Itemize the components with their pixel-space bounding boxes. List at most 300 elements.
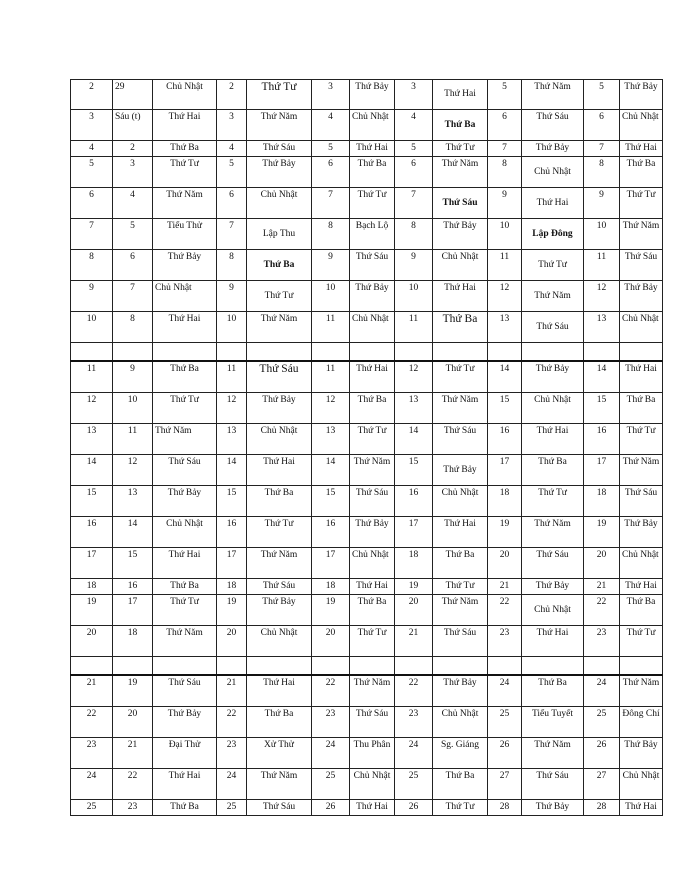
table-cell: 21 <box>584 579 620 595</box>
table-cell: 14 <box>71 455 113 486</box>
empty-cell <box>217 343 247 362</box>
table-cell: Thứ Tư <box>350 188 395 219</box>
table-cell: Thứ Năm <box>153 424 217 455</box>
table-cell: Thứ Hai <box>153 548 217 579</box>
table-cell: 24 <box>217 769 247 800</box>
table-cell: 13 <box>217 424 247 455</box>
table-row <box>71 157 663 188</box>
table-cell: 16 <box>395 486 433 517</box>
table-cell: 10 <box>584 219 620 250</box>
table-row <box>71 738 663 769</box>
table-cell: Chủ Nhật <box>153 281 217 312</box>
table-cell: 21 <box>395 626 433 657</box>
table-cell: Thứ Tư <box>153 393 217 424</box>
table-cell: Thứ Bảy <box>522 579 584 595</box>
table-cell: 13 <box>71 424 113 455</box>
table-cell: Thứ Năm <box>433 393 488 424</box>
table-cell: 19 <box>217 595 247 626</box>
table-cell: Thứ Ba <box>247 707 312 738</box>
table-cell: 12 <box>312 393 350 424</box>
table-cell: 17 <box>217 548 247 579</box>
table-cell: Thứ Ba <box>620 157 663 188</box>
table-cell: Chủ Nhật <box>620 312 663 343</box>
table-cell: Thứ Năm <box>522 517 584 548</box>
table-cell: 29 <box>113 80 153 110</box>
table-row <box>71 595 663 626</box>
table-cell: Thứ Bảy <box>350 517 395 548</box>
table-cell: Tiểu Thử <box>153 219 217 250</box>
table-cell: 13 <box>113 486 153 517</box>
table-cell: 16 <box>488 424 522 455</box>
table-cell: Thứ Hai <box>153 769 217 800</box>
table-cell: Thứ Bảy <box>433 675 488 707</box>
table-cell: Sg. Giáng <box>433 738 488 769</box>
calendar-body <box>71 80 663 816</box>
table-cell: Thứ Hai <box>247 675 312 707</box>
table-cell: 24 <box>312 738 350 769</box>
table-cell: 8 <box>217 250 247 281</box>
table-cell: Chủ Nhật <box>350 769 395 800</box>
table-cell: Thứ Năm <box>433 157 488 188</box>
empty-cell <box>71 657 113 676</box>
table-cell: 10 <box>395 281 433 312</box>
empty-cell <box>312 343 350 362</box>
table-cell: Thứ Năm <box>247 548 312 579</box>
table-cell: Thứ Bảy <box>247 157 312 188</box>
table-cell: Thứ Năm <box>522 80 584 110</box>
table-cell: 12 <box>584 281 620 312</box>
table-cell: 22 <box>395 675 433 707</box>
table-cell: 7 <box>113 281 153 312</box>
table-cell: 7 <box>71 219 113 250</box>
table-cell: 4 <box>217 141 247 157</box>
table-cell: Thứ Sáu <box>522 110 584 141</box>
table-cell: 17 <box>395 517 433 548</box>
table-cell: Chủ Nhật <box>433 486 488 517</box>
table-cell: Thứ Ba <box>620 595 663 626</box>
table-cell: Thứ Sáu <box>350 707 395 738</box>
table-cell: 25 <box>217 800 247 816</box>
table-cell: Thứ Bảy <box>522 361 584 393</box>
table-cell: Thứ Năm <box>247 769 312 800</box>
table-cell: Thứ Tư <box>522 250 584 281</box>
table-cell: 13 <box>584 312 620 343</box>
table-cell: Thứ Ba <box>522 675 584 707</box>
table-cell: 26 <box>584 738 620 769</box>
table-cell: Thứ Hai <box>433 80 488 110</box>
table-cell: Thứ Bảy <box>350 281 395 312</box>
table-cell: Thứ Sáu <box>350 250 395 281</box>
table-cell: 14 <box>217 455 247 486</box>
table-cell: Thứ Tư <box>247 517 312 548</box>
table-row <box>71 80 663 110</box>
table-cell: 20 <box>488 548 522 579</box>
table-cell: Thứ Bảy <box>247 595 312 626</box>
table-cell: Chủ Nhật <box>433 250 488 281</box>
table-cell: Thứ Tư <box>620 188 663 219</box>
table-cell: Thứ Ba <box>350 595 395 626</box>
table-cell: Đại Thử <box>153 738 217 769</box>
table-cell: Chủ Nhật <box>620 548 663 579</box>
table-cell: 2 <box>71 80 113 110</box>
table-row <box>71 707 663 738</box>
table-cell: Thứ Hai <box>350 579 395 595</box>
table-cell: Thứ Sáu <box>620 486 663 517</box>
table-cell: Tiểu Tuyết <box>522 707 584 738</box>
table-cell: 6 <box>395 157 433 188</box>
table-cell: Thứ Bảy <box>433 219 488 250</box>
table-cell: Thứ Năm <box>350 675 395 707</box>
table-cell: 18 <box>584 486 620 517</box>
table-cell: 3 <box>217 110 247 141</box>
table-cell: Thứ Tư <box>433 141 488 157</box>
table-cell: Thứ Tư <box>350 626 395 657</box>
empty-cell <box>488 343 522 362</box>
table-cell: 9 <box>217 281 247 312</box>
table-cell: Thứ Hai <box>522 424 584 455</box>
table-cell: 18 <box>113 626 153 657</box>
table-cell: Xử Thử <box>247 738 312 769</box>
table-cell: 22 <box>312 675 350 707</box>
table-cell: 11 <box>395 312 433 343</box>
table-cell: 5 <box>71 157 113 188</box>
table-cell: 11 <box>312 361 350 393</box>
table-cell: 25 <box>395 769 433 800</box>
table-cell: 18 <box>312 579 350 595</box>
table-cell: 8 <box>71 250 113 281</box>
table-cell: 17 <box>312 548 350 579</box>
table-cell: 7 <box>488 141 522 157</box>
table-cell: 9 <box>113 361 153 393</box>
table-cell: Thứ Tư <box>522 486 584 517</box>
table-cell: 8 <box>488 157 522 188</box>
table-cell: 15 <box>584 393 620 424</box>
table-cell: Thứ Tư <box>433 800 488 816</box>
table-cell: Thứ Năm <box>247 110 312 141</box>
table-cell: 9 <box>312 250 350 281</box>
table-cell: 12 <box>395 361 433 393</box>
table-cell: 11 <box>217 361 247 393</box>
table-cell: 10 <box>217 312 247 343</box>
table-cell: 20 <box>113 707 153 738</box>
table-row <box>71 626 663 657</box>
table-cell: 16 <box>71 517 113 548</box>
empty-cell <box>153 343 217 362</box>
table-cell: Thứ Sáu <box>247 579 312 595</box>
table-cell: Thứ Năm <box>620 455 663 486</box>
table-cell: 27 <box>488 769 522 800</box>
table-cell: 24 <box>488 675 522 707</box>
table-cell: 16 <box>113 579 153 595</box>
table-cell: 6 <box>113 250 153 281</box>
table-cell: 4 <box>113 188 153 219</box>
table-row <box>71 361 663 393</box>
table-cell: Thứ Năm <box>433 595 488 626</box>
table-row <box>71 517 663 548</box>
table-cell: 3 <box>395 80 433 110</box>
table-cell: 19 <box>113 675 153 707</box>
empty-cell <box>395 657 433 676</box>
table-cell: 4 <box>312 110 350 141</box>
table-row <box>71 250 663 281</box>
table-cell: 19 <box>71 595 113 626</box>
table-cell: 24 <box>395 738 433 769</box>
table-cell: Thứ Tư <box>620 424 663 455</box>
table-cell: 5 <box>312 141 350 157</box>
table-cell: 27 <box>584 769 620 800</box>
table-cell: 16 <box>584 424 620 455</box>
table-cell: Thứ Tư <box>433 361 488 393</box>
table-cell: Đông Chí <box>620 707 663 738</box>
table-cell: 6 <box>584 110 620 141</box>
table-cell: Thứ Ba <box>153 800 217 816</box>
blank-row <box>71 657 663 676</box>
table-cell: 23 <box>488 626 522 657</box>
table-cell: 26 <box>488 738 522 769</box>
table-cell: Thứ Ba <box>350 157 395 188</box>
table-cell: 6 <box>488 110 522 141</box>
table-cell: Thứ Hai <box>522 626 584 657</box>
table-cell: Thứ Hai <box>433 517 488 548</box>
table-cell: 22 <box>488 595 522 626</box>
table-cell: 21 <box>488 579 522 595</box>
table-cell: 20 <box>395 595 433 626</box>
table-cell: 15 <box>488 393 522 424</box>
table-row <box>71 769 663 800</box>
table-cell: Thứ Ba <box>433 110 488 141</box>
table-cell: 18 <box>488 486 522 517</box>
table-cell: Thứ Sáu <box>433 626 488 657</box>
table-cell: 18 <box>395 548 433 579</box>
table-row <box>71 800 663 816</box>
table-cell: Thu Phân <box>350 738 395 769</box>
table-cell: 15 <box>217 486 247 517</box>
table-row <box>71 486 663 517</box>
table-cell: 14 <box>395 424 433 455</box>
table-cell: Thứ Sáu <box>433 188 488 219</box>
table-cell: 4 <box>395 110 433 141</box>
table-cell: 17 <box>113 595 153 626</box>
table-cell: Lập Đông <box>522 219 584 250</box>
table-cell: 7 <box>395 188 433 219</box>
table-cell: 23 <box>217 738 247 769</box>
table-cell: 9 <box>395 250 433 281</box>
table-cell: 22 <box>584 595 620 626</box>
table-cell: 12 <box>217 393 247 424</box>
empty-cell <box>113 657 153 676</box>
table-cell: 10 <box>71 312 113 343</box>
table-cell: Thứ Ba <box>247 250 312 281</box>
table-cell: Thứ Hai <box>433 281 488 312</box>
table-cell: Chủ Nhật <box>350 312 395 343</box>
table-cell: 16 <box>312 517 350 548</box>
empty-cell <box>488 657 522 676</box>
table-cell: Chủ Nhật <box>247 626 312 657</box>
table-cell: 21 <box>217 675 247 707</box>
table-cell: Thứ Năm <box>350 455 395 486</box>
table-cell: Thứ Năm <box>153 188 217 219</box>
table-cell: 11 <box>312 312 350 343</box>
table-cell: 12 <box>113 455 153 486</box>
table-row <box>71 455 663 486</box>
table-cell: Chủ Nhật <box>522 595 584 626</box>
table-cell: Thứ Năm <box>522 281 584 312</box>
table-cell: 19 <box>584 517 620 548</box>
table-cell: Thứ Bảy <box>153 486 217 517</box>
table-cell: Thứ Sáu <box>522 769 584 800</box>
table-cell: 26 <box>395 800 433 816</box>
table-cell: 3 <box>113 157 153 188</box>
table-row <box>71 393 663 424</box>
table-row <box>71 579 663 595</box>
table-cell: Thứ Tư <box>153 595 217 626</box>
table-cell: 22 <box>217 707 247 738</box>
table-cell: 23 <box>71 738 113 769</box>
table-cell: 21 <box>113 738 153 769</box>
table-cell: 23 <box>584 626 620 657</box>
table-cell: Thứ Hai <box>153 110 217 141</box>
table-row <box>71 219 663 250</box>
empty-cell <box>153 657 217 676</box>
table-cell: 10 <box>113 393 153 424</box>
empty-cell <box>433 657 488 676</box>
table-row <box>71 675 663 707</box>
table-cell: 12 <box>488 281 522 312</box>
table-cell: 28 <box>488 800 522 816</box>
table-cell: 15 <box>113 548 153 579</box>
empty-cell <box>217 657 247 676</box>
table-cell: 7 <box>217 219 247 250</box>
table-cell: Thứ Sáu <box>153 675 217 707</box>
table-cell: Thứ Ba <box>433 769 488 800</box>
table-cell: 14 <box>584 361 620 393</box>
table-cell: 10 <box>312 281 350 312</box>
table-cell: 26 <box>312 800 350 816</box>
table-cell: Thứ Bảy <box>153 250 217 281</box>
table-cell: Thứ Năm <box>620 675 663 707</box>
table-cell: Chủ Nhật <box>620 769 663 800</box>
table-cell: 11 <box>113 424 153 455</box>
table-cell: 19 <box>395 579 433 595</box>
table-cell: Thứ Bảy <box>620 517 663 548</box>
table-cell: 10 <box>488 219 522 250</box>
table-cell: Thứ Sáu <box>350 486 395 517</box>
table-cell: 7 <box>584 141 620 157</box>
table-row <box>71 312 663 343</box>
table-cell: Thứ Ba <box>433 548 488 579</box>
table-cell: Sáu (t) <box>113 110 153 141</box>
table-cell: 9 <box>584 188 620 219</box>
table-cell: Thứ Hai <box>620 579 663 595</box>
table-cell: 6 <box>312 157 350 188</box>
table-cell: 8 <box>395 219 433 250</box>
table-cell: Thứ Hai <box>522 188 584 219</box>
table-cell: 18 <box>217 579 247 595</box>
table-cell: 13 <box>488 312 522 343</box>
table-cell: 24 <box>71 769 113 800</box>
table-cell: 14 <box>312 455 350 486</box>
table-cell: Thứ Sáu <box>620 250 663 281</box>
table-cell: 15 <box>312 486 350 517</box>
table-cell: Thứ Tư <box>247 281 312 312</box>
table-cell: 20 <box>217 626 247 657</box>
table-cell: Thứ Bảy <box>620 80 663 110</box>
table-cell: 16 <box>217 517 247 548</box>
table-cell: 13 <box>395 393 433 424</box>
table-cell: Chủ Nhật <box>153 80 217 110</box>
table-cell: 6 <box>217 188 247 219</box>
table-cell: Thứ Tư <box>350 424 395 455</box>
table-cell: 21 <box>71 675 113 707</box>
table-cell: 25 <box>584 707 620 738</box>
table-cell: 2 <box>217 80 247 110</box>
table-row <box>71 281 663 312</box>
table-cell: 22 <box>113 769 153 800</box>
table-cell: 20 <box>71 626 113 657</box>
table-cell: Thứ Ba <box>247 486 312 517</box>
table-cell: Thứ Sáu <box>247 141 312 157</box>
table-cell: 23 <box>395 707 433 738</box>
empty-cell <box>247 343 312 362</box>
table-cell: 8 <box>113 312 153 343</box>
empty-cell <box>620 343 663 362</box>
table-cell: Thứ Sáu <box>153 455 217 486</box>
table-cell: 5 <box>217 157 247 188</box>
table-cell: Thứ Bảy <box>247 393 312 424</box>
empty-cell <box>350 343 395 362</box>
empty-cell <box>71 343 113 362</box>
table-cell: Thứ Tư <box>433 579 488 595</box>
table-cell: 11 <box>584 250 620 281</box>
table-cell: Bạch Lộ <box>350 219 395 250</box>
table-cell: 19 <box>488 517 522 548</box>
table-cell: Thứ Tư <box>153 157 217 188</box>
table-cell: Thứ Năm <box>522 738 584 769</box>
table-cell: Chủ Nhật <box>247 188 312 219</box>
empty-cell <box>584 343 620 362</box>
table-cell: 4 <box>71 141 113 157</box>
table-cell: Chủ Nhật <box>522 393 584 424</box>
table-cell: 14 <box>488 361 522 393</box>
table-cell: Thứ Sáu <box>522 548 584 579</box>
table-cell: 17 <box>71 548 113 579</box>
empty-cell <box>395 343 433 362</box>
table-cell: 23 <box>312 707 350 738</box>
table-cell: Chủ Nhật <box>153 517 217 548</box>
table-cell: 9 <box>71 281 113 312</box>
table-cell: Thứ Năm <box>620 219 663 250</box>
table-row <box>71 110 663 141</box>
empty-cell <box>247 657 312 676</box>
table-cell: Thứ Ba <box>350 393 395 424</box>
table-cell: Thứ Hai <box>620 361 663 393</box>
table-cell: Chủ Nhật <box>620 110 663 141</box>
table-cell: 20 <box>584 548 620 579</box>
empty-cell <box>312 657 350 676</box>
table-cell: 11 <box>71 361 113 393</box>
table-cell: Thứ Hai <box>620 800 663 816</box>
table-cell: 14 <box>113 517 153 548</box>
table-cell: Thứ Hai <box>350 361 395 393</box>
table-cell: Thứ Sáu <box>522 312 584 343</box>
calendar-table <box>70 79 663 816</box>
table-cell: 5 <box>113 219 153 250</box>
table-cell: Thứ Năm <box>247 312 312 343</box>
table-cell: Thứ Hai <box>153 312 217 343</box>
table-cell: Thứ Ba <box>153 141 217 157</box>
table-cell: Chủ Nhật <box>522 157 584 188</box>
table-cell: 2 <box>113 141 153 157</box>
